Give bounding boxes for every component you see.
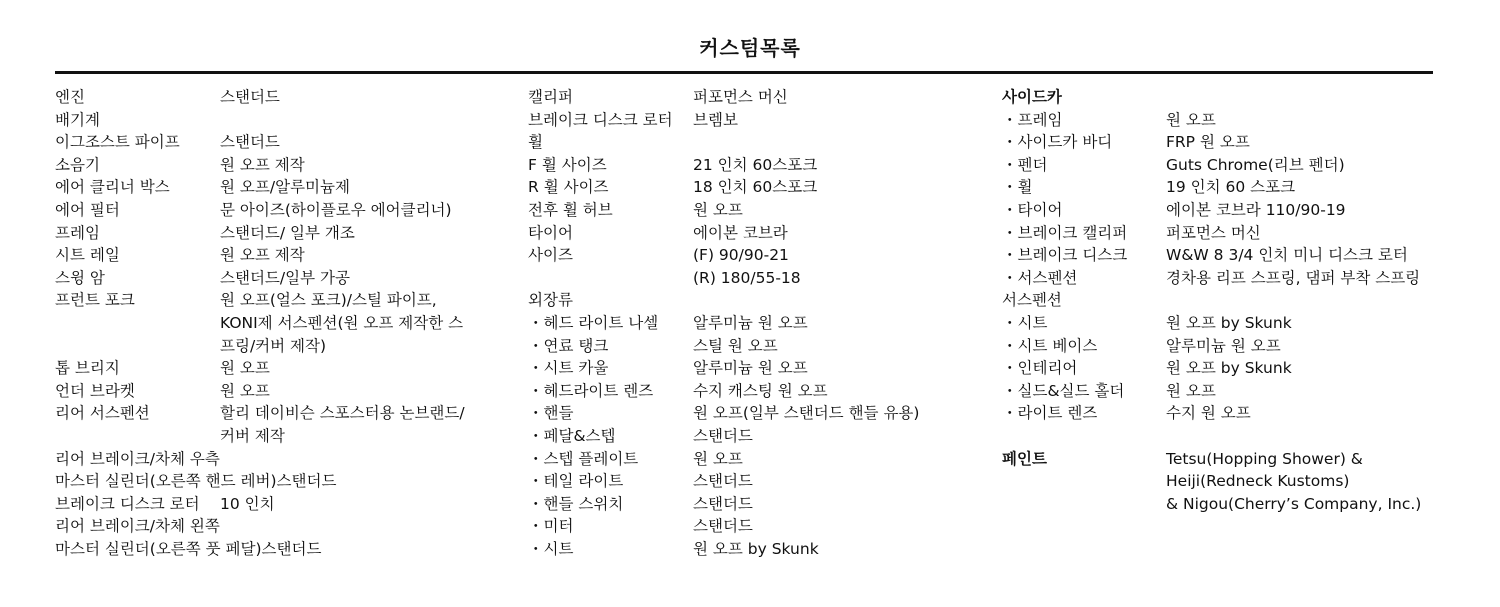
- spec-row: [528, 199, 968, 222]
- spec-value: 원 오프 제작: [220, 155, 305, 174]
- spec-label: 에어 클리너 박스: [55, 178, 170, 197]
- spec-row: [528, 515, 968, 538]
- spec-row: [55, 448, 495, 471]
- spec-row: [1002, 222, 1462, 245]
- spec-label: 전후 휠 허브: [528, 200, 613, 219]
- spec-label: ・실드&실드 홀더: [1002, 381, 1125, 400]
- spec-label: F 휠 사이즈: [528, 155, 607, 174]
- spec-row: [528, 176, 968, 199]
- spec-row: [55, 109, 495, 132]
- spec-row: [528, 222, 968, 245]
- spec-label: 에어 필터: [55, 200, 120, 219]
- spec-label: ・시트 카울: [528, 359, 609, 378]
- spec-row: [55, 176, 495, 199]
- spec-row: [1002, 176, 1462, 199]
- spec-row: [528, 312, 968, 335]
- spec-value: 원 오프 by Skunk: [1166, 359, 1292, 378]
- spec-row: [55, 515, 495, 538]
- spec-row: [528, 267, 968, 290]
- spec-row: [528, 244, 968, 267]
- spec-value: 스탠더드: [693, 494, 753, 513]
- spec-label: ・서스펜션: [1002, 268, 1078, 287]
- spec-value: 18 인치 60스포크: [693, 178, 818, 197]
- spec-row: [528, 131, 968, 154]
- spec-column-brakes-wheels-exterior: [528, 86, 968, 560]
- spec-label: ・라이트 렌즈: [1002, 404, 1098, 423]
- spec-row: [528, 357, 968, 380]
- spec-value: 원 오프 제작: [220, 246, 305, 265]
- spec-row: [55, 380, 495, 403]
- spec-row: [55, 289, 495, 357]
- spec-value: 퍼포먼스 머신: [1166, 223, 1261, 242]
- spec-row: [1002, 267, 1462, 290]
- spec-label: 이그조스트 파이프: [55, 133, 180, 152]
- spec-row: [55, 493, 495, 516]
- spec-row: [528, 380, 968, 403]
- spec-value: 10 인치: [220, 494, 275, 513]
- spec-value: 원 오프/알루미늄제: [220, 178, 350, 197]
- spec-value: 스탠더드: [220, 88, 280, 106]
- spec-row: [528, 425, 968, 448]
- spec-value: W&W 8 3/4 인치 미니 디스크 로터: [1166, 246, 1408, 265]
- spec-label: ・시트: [1002, 313, 1048, 332]
- spec-label: ・헤드라이트 렌즈: [528, 381, 654, 400]
- spec-label: 서스펜션: [1002, 291, 1062, 310]
- spec-value: 스탠더드: [220, 133, 280, 152]
- spec-label: 리어 브레이크/차체 우측: [55, 449, 220, 468]
- spec-value: 할리 데이비슨 스포스터용 논브랜드/ 커버 제작: [220, 404, 465, 445]
- spec-value: 수지 캐스팅 원 오프: [693, 381, 828, 400]
- spec-row: [55, 538, 495, 561]
- spec-label: ・시트: [528, 539, 574, 558]
- spec-value: 문 아이즈(하이플로우 에어클리너): [220, 200, 452, 219]
- spec-label: 언더 브라켓: [55, 381, 135, 400]
- spec-row: [1002, 131, 1462, 154]
- spec-label: ・휠: [1002, 178, 1033, 197]
- spec-label: ・헤드 라이트 나셀: [528, 313, 659, 332]
- spec-value: 19 인치 60 스포크: [1166, 178, 1296, 197]
- spec-label: 리어 브레이크/차체 왼쪽: [55, 517, 220, 536]
- spec-label: ・스텝 플레이트: [528, 449, 639, 468]
- spec-label: 리어 서스펜션: [55, 404, 150, 423]
- spec-row: [1002, 199, 1462, 222]
- spec-row: [528, 289, 968, 312]
- spec-row: [55, 222, 495, 245]
- spec-value: (F) 90/90-21: [693, 246, 789, 265]
- spec-value: 원 오프: [1166, 381, 1216, 400]
- spec-row: [528, 335, 968, 358]
- spec-value: 스탠더드/일부 가공: [220, 268, 350, 287]
- spec-row: [1002, 425, 1462, 448]
- spec-row: [528, 470, 968, 493]
- spec-value: 원 오프: [1166, 110, 1216, 129]
- spec-row: [528, 109, 968, 132]
- spec-row: [1002, 154, 1462, 177]
- spec-label: 페인트: [1002, 449, 1047, 468]
- spec-row: [528, 402, 968, 425]
- spec-label: ・핸들 스위치: [528, 494, 624, 513]
- spec-row: [1002, 448, 1462, 516]
- spec-value: Tetsu(Hopping Shower) & Heiji(Redneck Kustoms) & Nigou(Cherry’s Company, Inc.): [1166, 449, 1422, 513]
- spec-row: [1002, 289, 1462, 312]
- spec-label: 소음기: [55, 155, 100, 174]
- spec-value: 스탠더드: [693, 517, 753, 536]
- spec-label: 브레이크 디스크 로터: [528, 110, 673, 129]
- spec-value: 원 오프 by Skunk: [1166, 313, 1292, 332]
- page-title: 커스텀목록: [699, 36, 801, 60]
- spec-value: 21 인치 60스포크: [693, 155, 818, 174]
- spec-label: 휠: [528, 133, 543, 152]
- spec-row: [55, 199, 495, 222]
- spec-label: ・미터: [528, 517, 574, 536]
- spec-label: ・브레이크 캘리퍼: [1002, 223, 1128, 242]
- spec-value: 경차용 리프 스프링, 댐퍼 부착 스프링: [1166, 268, 1421, 287]
- spec-label: 엔진: [55, 88, 85, 106]
- spec-label: 사이드카: [1002, 88, 1062, 106]
- spec-label: 마스터 실린더(오른쪽 풋 페달)스탠더드: [55, 539, 322, 558]
- spec-label: 마스터 실린더(오른쪽 핸드 레버)스탠더드: [55, 472, 337, 491]
- spec-row: [55, 402, 495, 447]
- spec-label: ・프레임: [1002, 110, 1063, 129]
- spec-label: 프레임: [55, 223, 100, 242]
- spec-value: 원 오프: [220, 359, 270, 378]
- spec-row: [55, 244, 495, 267]
- spec-row: [1002, 109, 1462, 132]
- spec-label: ・시트 베이스: [1002, 336, 1098, 355]
- spec-column-sidecar-paint: [1002, 86, 1462, 515]
- spec-value: 원 오프(일부 스탠더드 핸들 유용): [693, 404, 920, 423]
- spec-label: 외장류: [528, 291, 573, 310]
- spec-row: [528, 86, 968, 109]
- spec-value: 원 오프: [220, 381, 270, 400]
- spec-value: 에이본 코브라: [693, 223, 788, 242]
- spec-label: 배기계: [55, 110, 100, 129]
- spec-value: 스탠더드/ 일부 개조: [220, 223, 355, 242]
- spec-value: 에이본 코브라 110/90-19: [1166, 200, 1346, 219]
- spec-value: 원 오프 by Skunk: [693, 539, 819, 558]
- spec-row: [55, 86, 495, 109]
- spec-row: [1002, 335, 1462, 358]
- spec-label: 타이어: [528, 223, 573, 242]
- spec-row: [1002, 86, 1462, 109]
- spec-row: [55, 131, 495, 154]
- spec-label: ・페달&스텝: [528, 426, 616, 445]
- spec-label: ・사이드카 바디: [1002, 133, 1113, 152]
- spec-row: [528, 538, 968, 561]
- spec-label: 시트 레일: [55, 246, 120, 265]
- spec-label: 스윙 암: [55, 268, 105, 287]
- spec-row: [1002, 312, 1462, 335]
- spec-row: [1002, 402, 1462, 425]
- spec-label: ・브레이크 디스크: [1002, 246, 1128, 265]
- spec-label: R 휠 사이즈: [528, 178, 609, 197]
- spec-row: [55, 357, 495, 380]
- spec-value: Guts Chrome(리브 펜더): [1166, 155, 1345, 174]
- spec-value: 브렘보: [693, 110, 738, 129]
- spec-label: ・펜더: [1002, 155, 1048, 174]
- spec-value: 알루미늄 원 오프: [693, 313, 808, 332]
- spec-value: 알루미늄 원 오프: [1166, 336, 1281, 355]
- spec-label: ・타이어: [1002, 200, 1063, 219]
- spec-label: 캘리퍼: [528, 88, 573, 106]
- spec-label: 톱 브리지: [55, 359, 120, 378]
- spec-label: 사이즈: [528, 246, 573, 265]
- spec-row: [528, 154, 968, 177]
- title-divider: [55, 71, 1433, 74]
- spec-row: [528, 448, 968, 471]
- spec-row: [528, 493, 968, 516]
- spec-row: [55, 267, 495, 290]
- spec-value: 스틸 원 오프: [693, 336, 778, 355]
- spec-row: [55, 470, 495, 493]
- spec-value: 원 오프(얼스 포크)/스틸 파이프, KONI제 서스펜션(원 오프 제작한 스 프링/커버 제작): [220, 291, 464, 355]
- spec-label: 프런트 포크: [55, 291, 135, 310]
- spec-value: 퍼포먼스 머신: [693, 88, 788, 106]
- spec-column-engine-chassis: [55, 86, 495, 560]
- spec-label: ・테일 라이트: [528, 472, 624, 491]
- spec-value: (R) 180/55-18: [693, 268, 801, 287]
- spec-label: ・인테리어: [1002, 359, 1078, 378]
- spec-value: 수지 원 오프: [1166, 404, 1251, 423]
- spec-value: 알루미늄 원 오프: [693, 359, 808, 378]
- spec-value: 스탠더드: [693, 426, 753, 445]
- spec-value: FRP 원 오프: [1166, 133, 1250, 152]
- spec-row: [1002, 244, 1462, 267]
- spec-value: 원 오프: [693, 449, 743, 468]
- spec-label: 브레이크 디스크 로터: [55, 494, 200, 513]
- spec-label: ・연료 탱크: [528, 336, 609, 355]
- spec-label: ・핸들: [528, 404, 574, 423]
- spec-row: [55, 154, 495, 177]
- spec-row: [1002, 357, 1462, 380]
- spec-value: 원 오프: [693, 200, 743, 219]
- spec-row: [1002, 380, 1462, 403]
- spec-value: 스탠더드: [693, 472, 753, 491]
